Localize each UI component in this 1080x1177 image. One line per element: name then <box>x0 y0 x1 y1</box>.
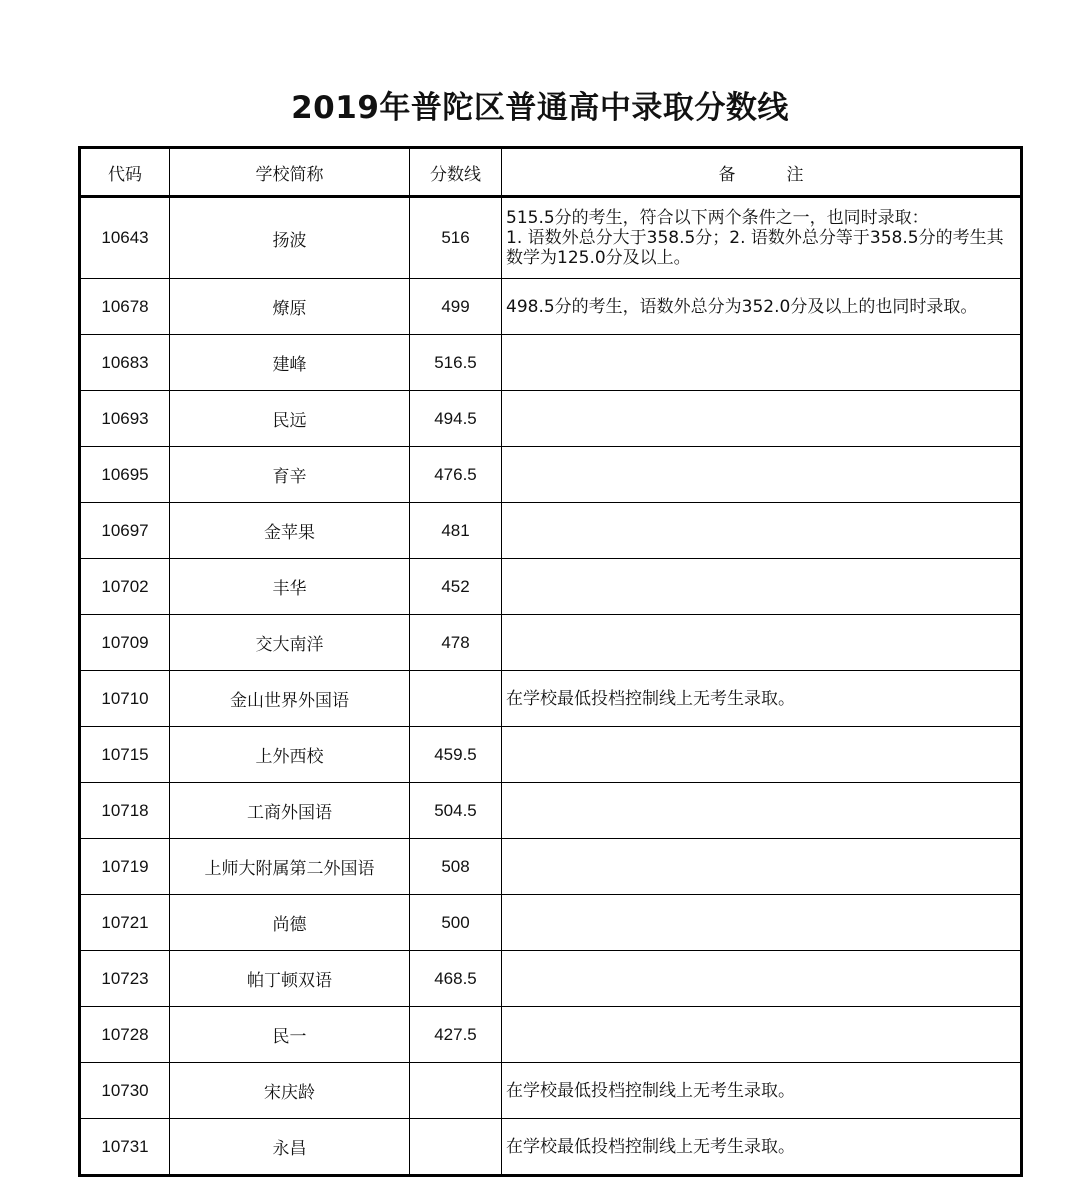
cell-score: 476.5 <box>410 447 502 503</box>
cell-note <box>502 951 1022 1007</box>
cell-note <box>502 503 1022 559</box>
header-score: 分数线 <box>410 148 502 197</box>
cell-score: 516.5 <box>410 335 502 391</box>
cell-note <box>502 615 1022 671</box>
table-row <box>80 197 1022 279</box>
cell-school: 丰华 <box>170 559 410 615</box>
cell-score: 504.5 <box>410 783 502 839</box>
cell-note <box>502 559 1022 615</box>
cell-school: 扬波 <box>170 197 410 279</box>
cell-score: 500 <box>410 895 502 951</box>
cell-score: 459.5 <box>410 727 502 783</box>
table-row <box>80 1119 1022 1176</box>
header-school: 学校简称 <box>170 148 410 197</box>
cell-school: 上外西校 <box>170 727 410 783</box>
cell-note: 在学校最低投档控制线上无考生录取。 <box>502 1063 1022 1119</box>
cell-code: 10695 <box>80 447 170 503</box>
cell-school: 上师大附属第二外国语 <box>170 839 410 895</box>
table-header-row <box>80 148 1022 197</box>
table-row <box>80 559 1022 615</box>
cell-note <box>502 1007 1022 1063</box>
cell-school: 宋庆龄 <box>170 1063 410 1119</box>
cell-score: 508 <box>410 839 502 895</box>
cell-code: 10709 <box>80 615 170 671</box>
table-row <box>80 951 1022 1007</box>
cell-code: 10702 <box>80 559 170 615</box>
cell-note <box>502 447 1022 503</box>
cell-school: 交大南洋 <box>170 615 410 671</box>
table-row <box>80 335 1022 391</box>
table-row <box>80 447 1022 503</box>
cell-score <box>410 1119 502 1176</box>
cell-note <box>502 783 1022 839</box>
cell-code: 10721 <box>80 895 170 951</box>
cell-note: 515.5分的考生，符合以下两个条件之一，也同时录取： 1. 语数外总分大于358.5分；2. 语数外总分等于358.5分的考生其数学为125.0分及以上。 <box>502 197 1022 279</box>
table-row <box>80 503 1022 559</box>
table-row <box>80 391 1022 447</box>
cell-score: 427.5 <box>410 1007 502 1063</box>
cell-school: 工商外国语 <box>170 783 410 839</box>
cell-code: 10723 <box>80 951 170 1007</box>
cell-score: 452 <box>410 559 502 615</box>
cell-school: 建峰 <box>170 335 410 391</box>
cell-school: 燎原 <box>170 279 410 335</box>
cell-score: 468.5 <box>410 951 502 1007</box>
cell-school: 帕丁顿双语 <box>170 951 410 1007</box>
table-row <box>80 895 1022 951</box>
cell-score: 478 <box>410 615 502 671</box>
cell-code: 10643 <box>80 197 170 279</box>
header-code: 代码 <box>80 148 170 197</box>
cell-note: 在学校最低投档控制线上无考生录取。 <box>502 1119 1022 1176</box>
cell-code: 10718 <box>80 783 170 839</box>
cell-code: 10678 <box>80 279 170 335</box>
cell-score: 516 <box>410 197 502 279</box>
table-row <box>80 1063 1022 1119</box>
cell-score <box>410 1063 502 1119</box>
cell-note <box>502 895 1022 951</box>
cell-code: 10683 <box>80 335 170 391</box>
cell-note: 在学校最低投档控制线上无考生录取。 <box>502 671 1022 727</box>
cell-score: 494.5 <box>410 391 502 447</box>
header-note: 备 注 <box>502 148 1022 197</box>
table-row <box>80 783 1022 839</box>
table-row <box>80 727 1022 783</box>
cell-school: 永昌 <box>170 1119 410 1176</box>
cell-score <box>410 671 502 727</box>
cell-code: 10728 <box>80 1007 170 1063</box>
cell-score: 481 <box>410 503 502 559</box>
admission-score-table <box>78 146 1023 1177</box>
table-row <box>80 839 1022 895</box>
cell-note <box>502 335 1022 391</box>
page-title: 2019年普陀区普通高中录取分数线 <box>291 90 789 126</box>
cell-note <box>502 391 1022 447</box>
cell-note: 498.5分的考生，语数外总分为352.0分及以上的也同时录取。 <box>502 279 1022 335</box>
table-row <box>80 671 1022 727</box>
cell-school: 育辛 <box>170 447 410 503</box>
cell-code: 10715 <box>80 727 170 783</box>
cell-school: 尚德 <box>170 895 410 951</box>
cell-code: 10693 <box>80 391 170 447</box>
cell-code: 10730 <box>80 1063 170 1119</box>
table-row <box>80 615 1022 671</box>
cell-note <box>502 839 1022 895</box>
cell-code: 10697 <box>80 503 170 559</box>
table-row <box>80 1007 1022 1063</box>
cell-school: 民远 <box>170 391 410 447</box>
cell-school: 金山世界外国语 <box>170 671 410 727</box>
cell-code: 10710 <box>80 671 170 727</box>
cell-school: 民一 <box>170 1007 410 1063</box>
table-row <box>80 279 1022 335</box>
cell-score: 499 <box>410 279 502 335</box>
cell-code: 10731 <box>80 1119 170 1176</box>
cell-school: 金苹果 <box>170 503 410 559</box>
cell-note <box>502 727 1022 783</box>
cell-code: 10719 <box>80 839 170 895</box>
